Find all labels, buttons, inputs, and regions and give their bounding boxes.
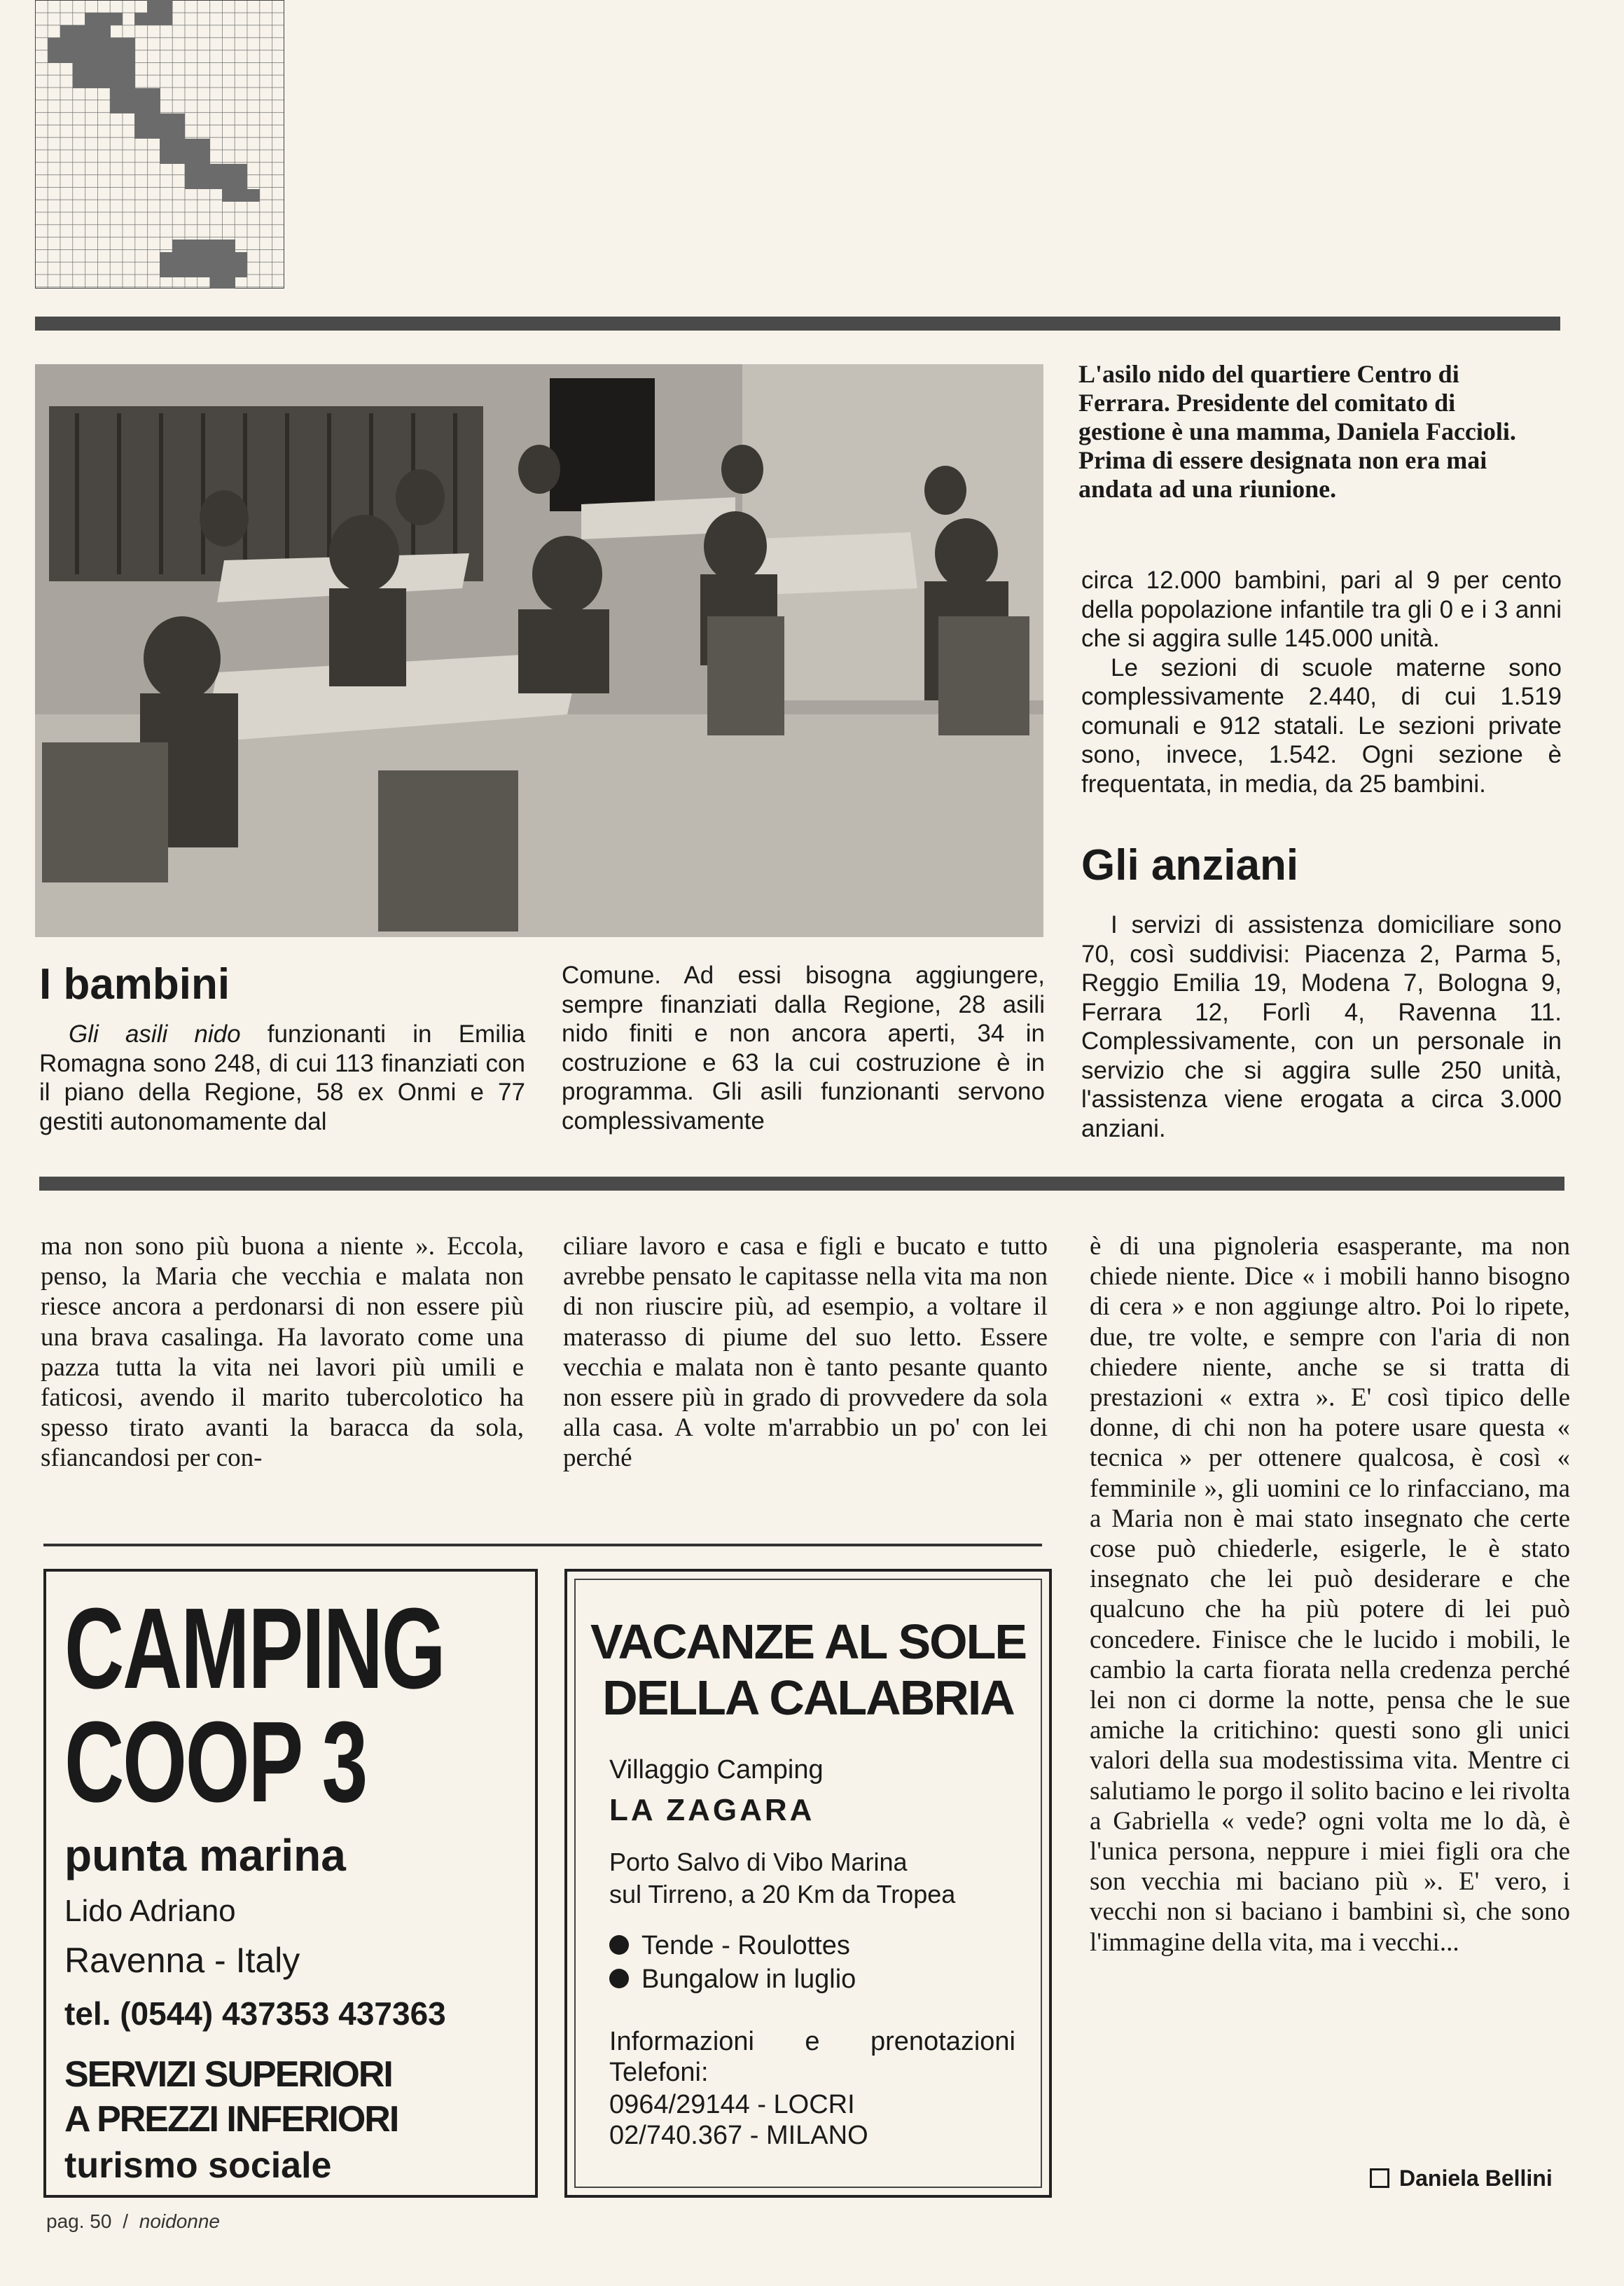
camping-lido: Lido Adriano (64, 1894, 236, 1928)
bullet-dot-icon (609, 1969, 629, 1988)
page-footer (46, 2210, 220, 2233)
vacanze-title-line1: VACANZE AL SOLE (590, 1614, 1027, 1669)
bambini-col2-text: Comune. Ad essi bisogna aggiungere, sempre finanziati dalla Regione, 28 asili nido finiti e non ancora aperti, 34 in costruzione e 63 la cui costruzione è in programma. Gli asili funzionanti servono complessivamente (562, 962, 1045, 1135)
vacanze-amenities-list (609, 1929, 856, 1996)
bambini-heading: I bambini (39, 960, 230, 1009)
photo-caption: L'asilo nido del quartiere Centro di Ferrara. Presidente del comitato di gestione è una mamma, Daniela Faccioli. Prima di essere designata non era mai andata ad una riunione. (1078, 360, 1516, 503)
nursery-photo (35, 364, 1043, 937)
italy-map-grid-icon (35, 0, 284, 289)
camping-place: punta marina (64, 1830, 346, 1880)
story-col1: ma non sono più buona a niente ». Eccola, penso, la Maria che vecchia e malata non riesce ancora a perdonarsi di non essere più una brava casalinga. Ha lavorato come una pazza tutta la vita nei lavori più umili e faticosi, avendo il marito tubercolotico ha spesso tirato avanti la baracca da sola, sfiancandosi per con- (41, 1232, 524, 1473)
author-signature (1370, 2166, 1553, 2191)
camping-slogan1: SERVIZI SUPERIORI (64, 2054, 392, 2095)
anziani-text: I servizi di assistenza domiciliare sono 70, così suddivisi: Piacenza 2, Parma 5, Reggio Emilia 19, Modena 7, Bologna 9, Ferrara 12, Forlì 4, Ravenna 11. Complessivamente, con un personale in servizio che si aggira sulle 250 unità, l'assistenza viene erogata a circa 3.000 anziani. (1081, 911, 1562, 1142)
bullet-dot-icon (609, 1935, 629, 1955)
list-item: Bungalow in luglio (609, 1962, 856, 1996)
vacanze-loc1: Porto Salvo di Vibo Marina (609, 1848, 908, 1876)
anziani-heading: Gli anziani (1081, 841, 1299, 889)
ads-top-rule (43, 1544, 1042, 1546)
bambini-lead-italic: Gli asili nido (69, 1020, 241, 1048)
list-item: Tende - Roulottes (609, 1929, 856, 1962)
vacanze-phone1: 0964/29144 - LOCRI (609, 2090, 855, 2119)
italy-map-grid-logo (35, 0, 284, 289)
vacanze-title-line2: DELLA CALABRIA (602, 1670, 1014, 1725)
magazine-name: noidonne (139, 2210, 220, 2232)
vacanze-sub: Villaggio Camping (609, 1755, 824, 1785)
story-col2: ciliare lavoro e casa e figli e bucato e tutto avrebbe pensato le capitasse nella vita ma non di non riuscire più, ad esempio, a voltare il materasso di piume del suo letto. Essere vecchia e malata non è tanto pesante quanto non essere più in grado di provvedere da sola alla casa. A volte m'arrabbio un po' con lei perché (563, 1232, 1048, 1473)
camping-title-line2: COOP 3 (64, 1698, 367, 1826)
author-name: Daniela Bellini (1399, 2166, 1553, 2191)
camping-city: Ravenna - Italy (64, 1941, 300, 1980)
classroom-photo-illustration (35, 364, 1043, 937)
vacanze-phone2: 02/740.367 - MILANO (609, 2121, 868, 2150)
vacanze-name: LA ZAGARA (609, 1793, 815, 1827)
camping-tel: tel. (0544) 437353 437363 (64, 1995, 446, 2032)
bambini-col3-p2: Le sezioni di scuole materne sono complessivamente 2.440, di cui 1.519 comunali e 912 statali. Le sezioni private sono, invece, 1.542. Ogni sezione è frequentata, in media, da 25 bambini. (1081, 653, 1562, 798)
bambini-col2 (562, 961, 1045, 1135)
bambini-col3-p1: circa 12.000 bambini, pari al 9 per cento della popolazione infantile tra gli 0 e i 3 anni che si aggira sulle 145.000 unità. (1081, 567, 1562, 652)
camping-title-line1: CAMPING (64, 1584, 445, 1712)
vacanze-title-wrap (567, 1614, 1049, 1726)
vacanze-info1: Informazioni e prenotazioni (609, 2027, 1015, 2056)
anziani-col (1081, 910, 1562, 1143)
square-bullet-icon (1370, 2168, 1389, 2188)
bambini-col3 (1081, 566, 1562, 798)
bambini-col1 (39, 1020, 525, 1136)
camping-slogan2: A PREZZI INFERIORI (64, 2099, 398, 2140)
vacanze-info2: Telefoni: (609, 2058, 709, 2087)
camping-coop-ad (43, 1569, 538, 2198)
top-divider-bar (35, 317, 1560, 331)
page-number: pag. 50 (46, 2210, 112, 2232)
camping-slogan3: turismo sociale (64, 2145, 332, 2186)
vacanze-loc2: sul Tirreno, a 20 Km da Tropea (609, 1880, 956, 1909)
middle-divider-bar (39, 1177, 1564, 1191)
bambini-col1-text: funzionanti in Emilia Romagna sono 248, di cui 113 finanziati con il piano della Regione, 58 ex Onmi e 77 gestiti autonomamente dal (39, 1020, 525, 1135)
vacanze-calabria-ad (564, 1569, 1052, 2198)
footer-slash: / (123, 2210, 128, 2232)
story-col3: è di una pignoleria esasperante, ma non chiede niente. Dice « i mobili hanno bisogno di cera » e non aggiunge altro. Poi lo ripete, due, tre volte, e sempre con l'aria di non chiedere niente, anche se si tratta di prestazioni « extra ». E' così tipico delle donne, di chi non ha potere usare questa « tecnica » per ottenere qualcosa, è così « femminile », gli uomini ce lo rinfacciano, ma a Maria non è mai stato insegnato che certe cose può chiederle, esigerle, le è stato insegnato che lei può desiderare e che qualcuno che ha più potere di lei può concedere. Finisce che le lucido i mobili, le cambio la carta fiorata nella credenza perché lei non ci dorme la notte, pensa che le sue amiche la critichino: questi sono gli unici valori della sua modestissima vita. Mentre ci salutiamo le porgo il solito bacino e lei rivolta a Gabriella « vede? ogni volta me lo dà, è l'unica persona, neppure i miei figli ora che son vecchia mi baciano più ». E' vero, i vecchi non si baciano i bambini sì, che sono l'immagine della vita, ma i vecchi... (1090, 1232, 1570, 1957)
